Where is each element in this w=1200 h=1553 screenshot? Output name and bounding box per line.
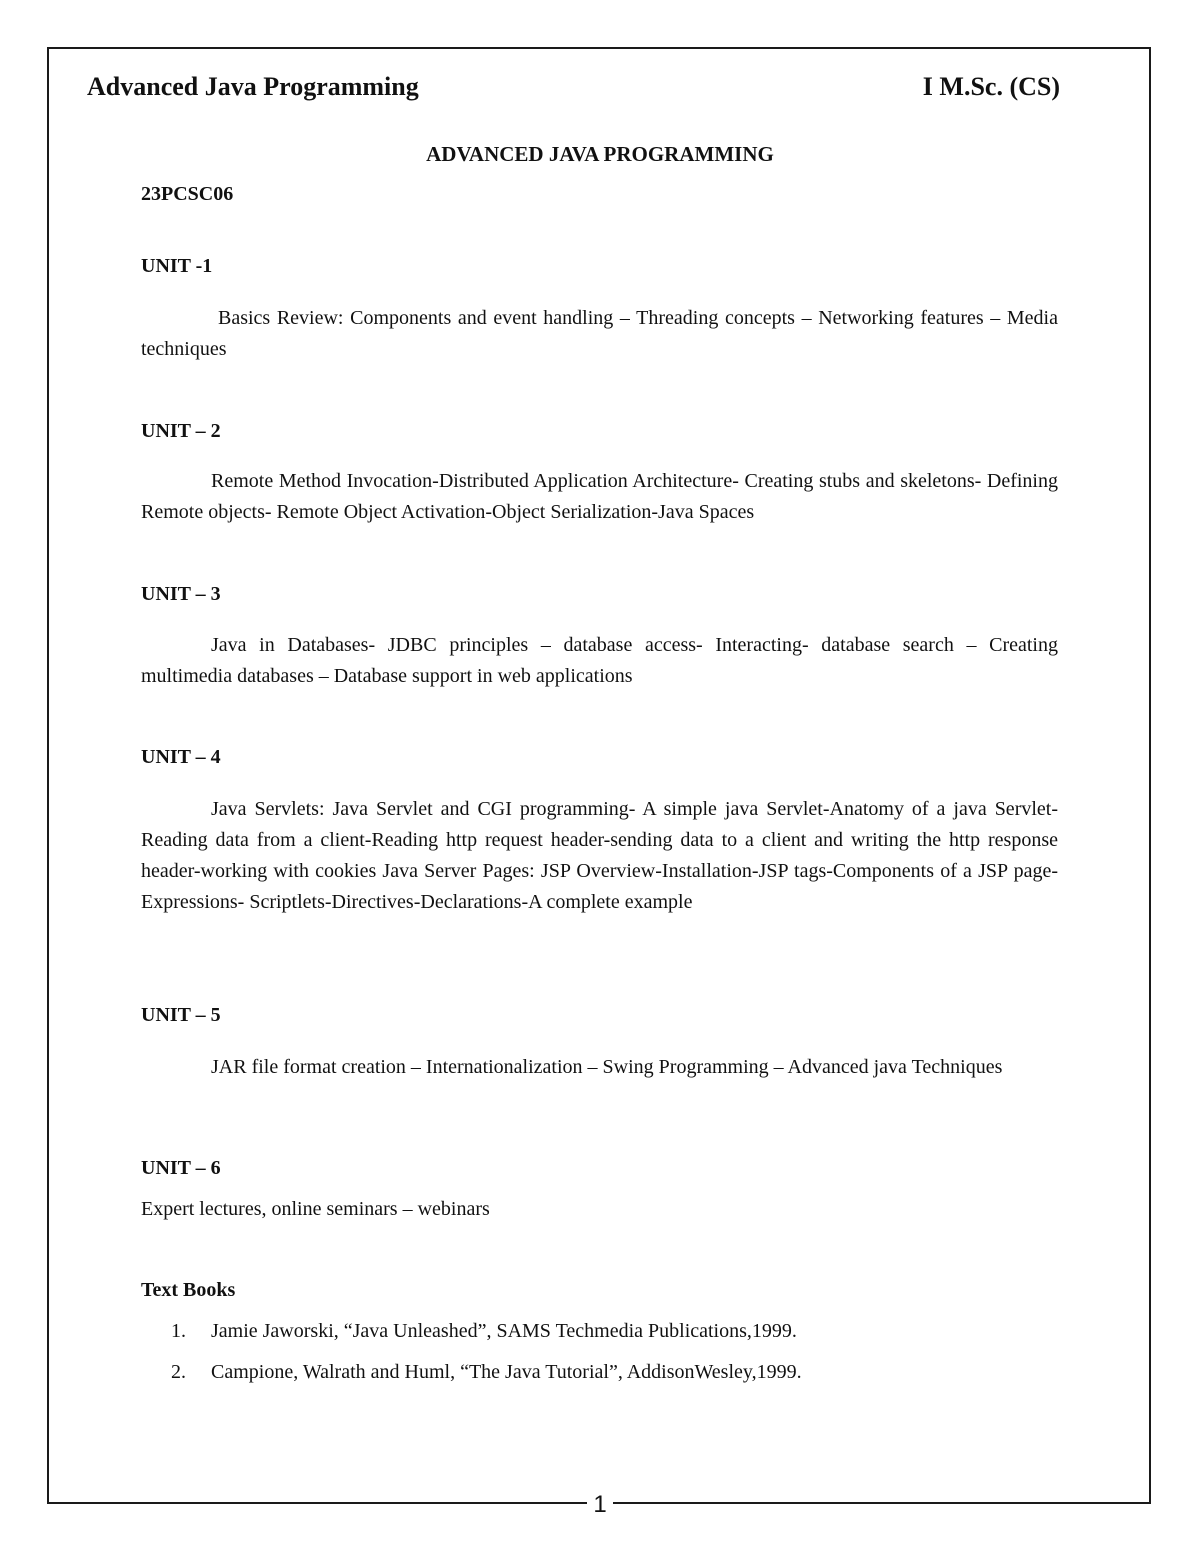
unit-4-text: Java Servlets: Java Servlet and CGI programming- A simple java Servlet-Anatomy of a java Servlet-Reading data from a client-Reading http request header-sending data to a client and writing the http response header-working with cookies Java Server Pages: JSP Overview-Installation-JSP tags-Components of a JSP page-Expressions- Scriptlets-Directives-Declarations-A complete example: [141, 798, 1058, 913]
unit-3-text: Java in Databases- JDBC principles – database access- Interacting- database search – Creating multimedia databases – Database support in web applications: [141, 634, 1058, 687]
unit-5-text: JAR file format creation – Internationalization – Swing Programming – Advanced java Techniques: [211, 1056, 1003, 1078]
list-item: [141, 1317, 802, 1358]
book-entry: Jamie Jaworski, “Java Unleashed”, SAMS Techmedia Publications,1999.: [211, 1320, 797, 1342]
header-course-title: Advanced Java Programming: [87, 72, 419, 101]
unit-3-heading: UNIT – 3: [141, 583, 221, 605]
unit-6-text: Expert lectures, online seminars – webinars: [141, 1198, 490, 1220]
unit-2-text: Remote Method Invocation-Distributed Application Architecture- Creating stubs and skeletons- Defining Remote objects- Remote Object Activation-Object Serialization-Java Spaces: [141, 470, 1058, 523]
unit-6-heading: UNIT – 6: [141, 1157, 221, 1179]
list-number: 2.: [171, 1361, 186, 1383]
text-books-heading: Text Books: [141, 1279, 236, 1301]
book-entry: Campione, Walrath and Huml, “The Java Tutorial”, AddisonWesley,1999.: [211, 1361, 802, 1383]
text-books-list: [141, 1317, 802, 1399]
unit-1-heading: UNIT -1: [141, 255, 213, 277]
page-title: ADVANCED JAVA PROGRAMMING: [426, 142, 774, 166]
unit-5-heading: UNIT – 5: [141, 1004, 221, 1026]
list-item: [141, 1358, 802, 1399]
list-number: 1.: [171, 1320, 186, 1342]
course-code: 23PCSC06: [141, 183, 234, 205]
unit-4-heading: UNIT – 4: [141, 746, 221, 768]
page-number: 1: [587, 1491, 612, 1518]
unit-2-heading: UNIT – 2: [141, 420, 221, 442]
unit-1-text: Basics Review: Components and event handling – Threading concepts – Networking features – Media techniques: [141, 307, 1058, 360]
header-program: I M.Sc. (CS): [922, 72, 1060, 101]
